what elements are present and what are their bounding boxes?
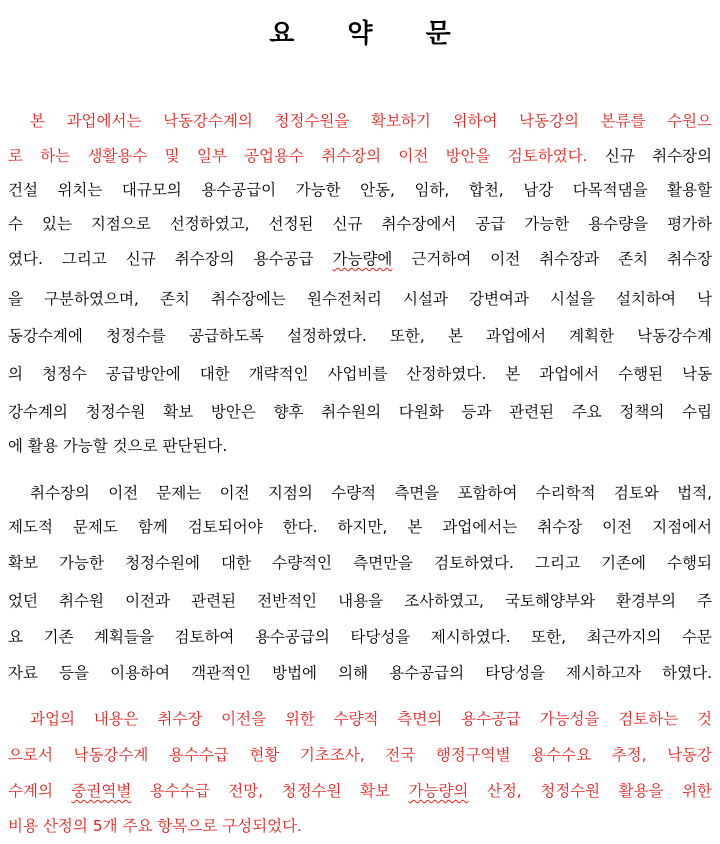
p2-line-2: 제도적 문제도 함께 검토되어야 한다. 하지만, 본 과업에서는 취수장 이전 지점에서 [8,518,712,536]
p2-line-5: 요 기존 계획들을 검토하여 용수공급의 타당성을 제시하였다. 또한, 최근까지의 수문 [8,628,712,646]
p1-line-5-b: 근거하여 이전 취수장과 존치 취수장 [392,250,712,268]
p3-line-3-b: 용수수급 전망, 청정수원 확보 [131,782,409,800]
p3-line-3-spellcheck-1: 중권역별 [71,782,132,800]
p2-line-1: 취수장의 이전 문제는 이전 지점의 수량적 측면을 포함하여 수리학적 검토와 법적, [30,484,712,502]
p3-line-2: 으로서 낙동강수계 용수수급 현황 기초조사, 전국 행정구역별 용수수요 추정, 낙동강 [8,746,712,764]
p1-line-5-spellcheck: 가능량에 [332,250,393,268]
p1-line-2-red: 로 하는 생활용수 및 일부 공업용수 취수장의 이전 방안을 검토하였다. [8,147,588,165]
p3-line-4: 비용 산정의 5개 주요 항목으로 구성되었다. [8,817,302,835]
p2-line-3: 확보 가능한 청정수원에 대한 수량적인 측면만을 검토하였다. 그리고 기존에 수행되 [8,554,712,572]
p1-line-7: 동강수계에 청정수를 공급하도록 설정하였다. 또한, 본 과업에서 계획한 낙동강수계 [8,327,712,345]
p3-line-1: 과업의 내용은 취수장 이전을 위한 수량적 측면의 용수공급 가능성을 검토하는 것 [30,710,712,728]
p3-line-3-a: 수계의 [8,782,72,800]
p1-line-2 [8,140,712,172]
p3-line-3-c: 산정, 청정수원 활용을 위한 [468,782,712,800]
p1-line-5-a: 였다. 그리고 신규 취수장의 용수공급 [8,250,333,268]
p1-line-10: 에 활용 가능할 것으로 판단된다. [8,437,228,455]
p1-line-3: 건설 위치는 대규모의 용수공급이 가능한 안동, 임하, 합천, 남강 다목적댐을 활용할 [8,181,712,199]
p1-line-2-black: 신규 취수장의 [587,147,712,165]
p3-line-3-spellcheck-2: 가능량의 [408,782,469,800]
p2-line-4: 었던 취수원 이전과 관련된 전반적인 내용을 조사하였고, 국토해양부와 환경부의 주 [8,592,712,610]
page-title: 요 약 문 [269,19,473,49]
p1-line-5 [8,243,712,275]
p1-line-9: 강수계의 청정수원 확보 방안은 향후 취수원의 다원화 등과 관련된 주요 정책의 수립 [8,403,712,421]
p3-line-3 [8,775,712,807]
p1-line-1: 본 과업에서는 낙동강수계의 청정수원을 확보하기 위하여 낙동강의 본류를 수원으 [30,112,712,130]
p1-line-8: 의 청정수 공급방안에 대한 개략적인 사업비를 산정하였다. 본 과업에서 수행된 낙동 [8,365,712,383]
p2-line-6: 자료 등을 이용하여 객관적인 방법에 의해 용수공급의 타당성을 제시하고자 하였다. [8,664,712,682]
p1-line-6: 을 구분하였으며, 존치 취수장에는 원수전처리 시설과 강변여과 시설을 설치하여 낙 [8,290,712,308]
p1-line-4: 수 있는 지점으로 선정하였고, 선정된 신규 취수장에서 공급 가능한 용수량을 평가하 [8,215,712,233]
